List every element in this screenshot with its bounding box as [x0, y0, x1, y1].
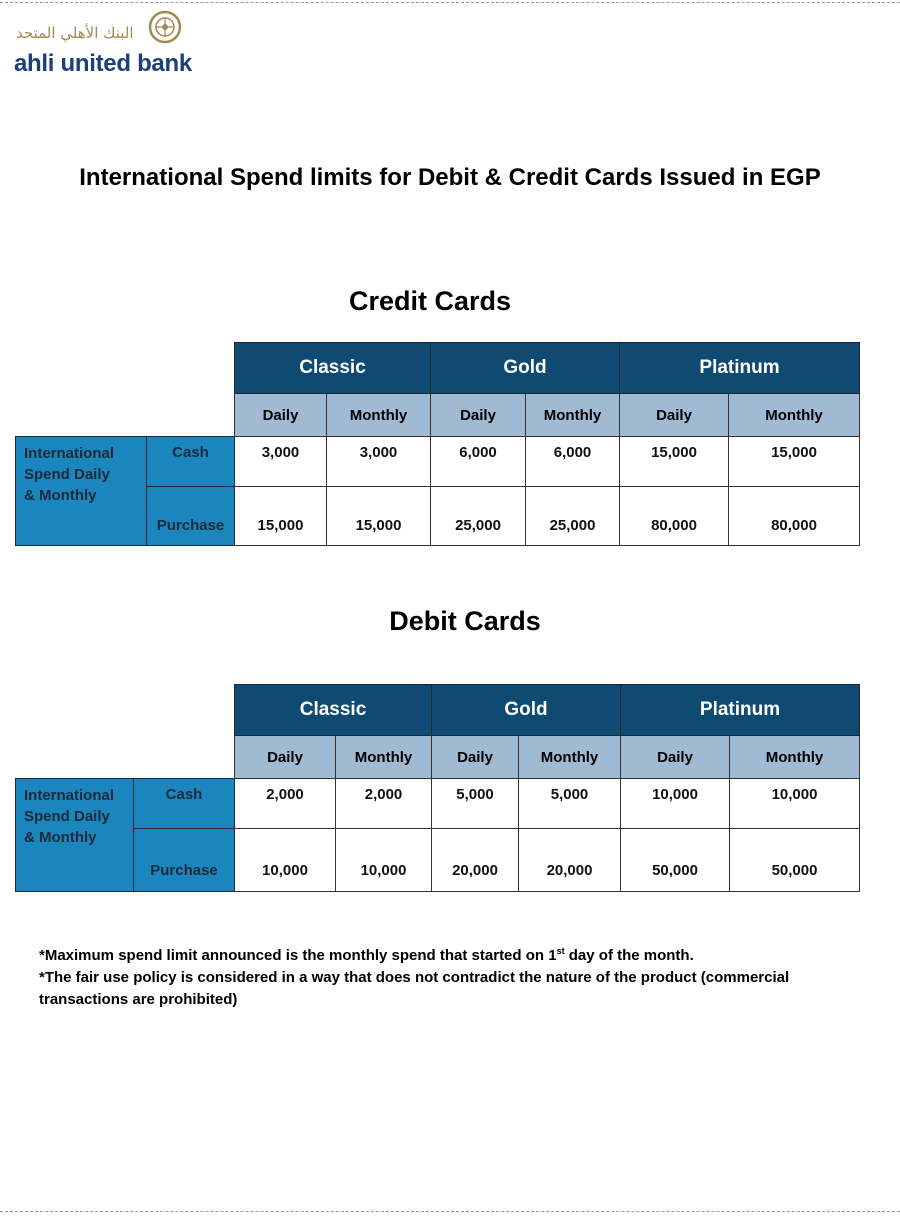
value-cell: 10,000 [235, 829, 336, 892]
purchase-label: Purchase [134, 829, 235, 892]
value-cell: 10,000 [621, 779, 730, 829]
period-header: Daily [235, 394, 327, 437]
page-title: International Spend limits for Debit & Credit Cards Issued in EGP [79, 164, 821, 191]
logo-arabic-text: البنك الأهلي المتحد [16, 24, 134, 42]
footnote-fair-use: *The fair use policy is considered in a way that does not contradict the nature of the product (commercial transactions are prohibited) [39, 969, 790, 1008]
value-cell: 10,000 [730, 779, 860, 829]
bank-logo [14, 10, 204, 77]
value-cell: 15,000 [327, 487, 431, 546]
credit-cards-table [15, 342, 860, 546]
period-header: Daily [621, 736, 730, 779]
purchase-row [16, 829, 860, 892]
table-corner [16, 736, 235, 779]
period-header: Monthly [526, 394, 620, 437]
value-cell: 15,000 [620, 437, 729, 487]
period-header: Monthly [730, 736, 860, 779]
table-corner [16, 343, 235, 394]
tier-classic-header: Classic [235, 685, 432, 736]
purchase-label: Purchase [147, 487, 235, 546]
period-header: Monthly [519, 736, 621, 779]
value-cell: 6,000 [526, 437, 620, 487]
value-cell: 15,000 [729, 437, 860, 487]
value-cell: 25,000 [431, 487, 526, 546]
value-cell: 20,000 [519, 829, 621, 892]
bank-emblem-icon [148, 10, 182, 44]
tier-platinum-header: Platinum [620, 343, 860, 394]
page-top-border [0, 2, 900, 3]
value-cell: 3,000 [235, 437, 327, 487]
value-cell: 2,000 [235, 779, 336, 829]
period-header: Monthly [729, 394, 860, 437]
cash-label: Cash [147, 437, 235, 487]
value-cell: 50,000 [621, 829, 730, 892]
value-cell: 80,000 [729, 487, 860, 546]
cash-row [16, 437, 860, 487]
tier-classic-header: Classic [235, 343, 431, 394]
period-header: Daily [431, 394, 526, 437]
footnotes [39, 940, 839, 1011]
period-header: Monthly [336, 736, 432, 779]
table-corner [16, 685, 235, 736]
period-header: Daily [432, 736, 519, 779]
value-cell: 3,000 [327, 437, 431, 487]
value-cell: 5,000 [432, 779, 519, 829]
period-header: Daily [235, 736, 336, 779]
value-cell: 5,000 [519, 779, 621, 829]
debit-cards-heading: Debit Cards [389, 606, 541, 636]
value-cell: 6,000 [431, 437, 526, 487]
row-group-label: International Spend Daily & Monthly [16, 437, 147, 546]
table-corner [16, 394, 235, 437]
credit-cards-heading: Credit Cards [348, 286, 512, 316]
period-header: Monthly [327, 394, 431, 437]
debit-cards-table [15, 684, 860, 892]
value-cell: 50,000 [730, 829, 860, 892]
cash-label: Cash [134, 779, 235, 829]
row-group-label: International Spend Daily & Monthly [16, 779, 134, 892]
footnote-max-spend: *Maximum spend limit announced is the monthly spend that started on 1st day of the month. [39, 946, 694, 964]
value-cell: 80,000 [620, 487, 729, 546]
logo-english-text: ahli united bank [14, 50, 192, 77]
tier-gold-header: Gold [432, 685, 621, 736]
value-cell: 10,000 [336, 829, 432, 892]
tier-gold-header: Gold [431, 343, 620, 394]
cash-row [16, 779, 860, 829]
value-cell: 2,000 [336, 779, 432, 829]
value-cell: 25,000 [526, 487, 620, 546]
value-cell: 20,000 [432, 829, 519, 892]
tier-platinum-header: Platinum [621, 685, 860, 736]
value-cell: 15,000 [235, 487, 327, 546]
page-bottom-border [0, 1211, 900, 1212]
period-header: Daily [620, 394, 729, 437]
